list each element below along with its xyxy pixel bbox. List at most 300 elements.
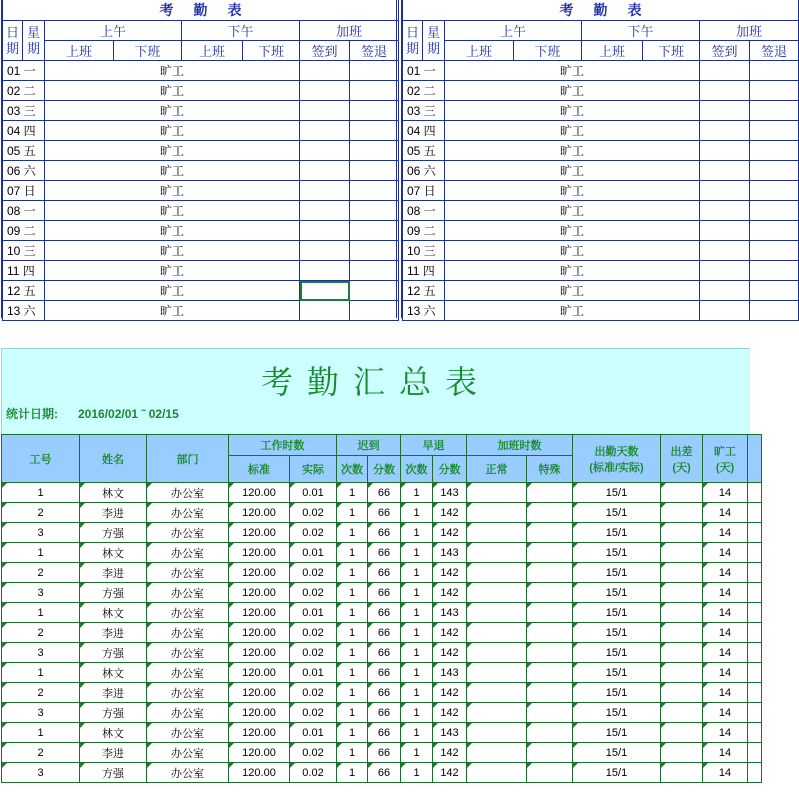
attend-days-cell[interactable]: 15/1 (573, 623, 661, 643)
ot-normal-cell[interactable] (467, 583, 527, 603)
attend-days-cell[interactable]: 15/1 (573, 483, 661, 503)
day-cell[interactable]: 02 二 (3, 81, 45, 101)
absent-cell[interactable]: 14 (703, 743, 748, 763)
late-minutes-cell[interactable]: 66 (368, 543, 401, 563)
emp-no-cell[interactable]: 3 (2, 523, 80, 543)
attend-days-cell[interactable]: 15/1 (573, 583, 661, 603)
status-cell[interactable]: 旷工 (445, 61, 700, 81)
actual-cell[interactable]: 0.01 (290, 603, 337, 623)
sign-in-cell[interactable] (700, 161, 750, 181)
status-cell[interactable]: 旷工 (45, 161, 300, 181)
early-minutes-cell[interactable]: 142 (433, 683, 467, 703)
sign-out-cell[interactable] (350, 221, 399, 241)
sign-in-cell[interactable] (700, 261, 750, 281)
name-cell[interactable]: 林文 (80, 663, 147, 683)
attend-days-cell[interactable]: 15/1 (573, 543, 661, 563)
dept-cell[interactable]: 办公室 (147, 683, 229, 703)
early-minutes-cell[interactable]: 142 (433, 503, 467, 523)
late-count-cell[interactable]: 1 (337, 583, 368, 603)
late-count-cell[interactable]: 1 (337, 703, 368, 723)
standard-cell[interactable]: 120.00 (229, 583, 290, 603)
ot-special-cell[interactable] (527, 663, 573, 683)
sign-out-cell[interactable] (350, 61, 399, 81)
ot-special-cell[interactable] (527, 543, 573, 563)
actual-cell[interactable]: 0.01 (290, 663, 337, 683)
actual-cell[interactable]: 0.01 (290, 723, 337, 743)
absent-cell[interactable]: 14 (703, 543, 748, 563)
absent-cell[interactable]: 14 (703, 483, 748, 503)
sign-in-cell[interactable] (300, 61, 350, 81)
ot-special-cell[interactable] (527, 603, 573, 623)
day-cell[interactable]: 10 三 (403, 241, 445, 261)
trip-cell[interactable] (661, 503, 703, 523)
late-count-cell[interactable]: 1 (337, 763, 368, 783)
early-minutes-cell[interactable]: 143 (433, 723, 467, 743)
early-minutes-cell[interactable]: 142 (433, 643, 467, 663)
day-cell[interactable]: 06 六 (403, 161, 445, 181)
standard-cell[interactable]: 120.00 (229, 723, 290, 743)
status-cell[interactable]: 旷工 (445, 241, 700, 261)
early-count-cell[interactable]: 1 (401, 703, 433, 723)
extra-cell[interactable] (748, 623, 762, 643)
attend-days-cell[interactable]: 15/1 (573, 703, 661, 723)
actual-cell[interactable]: 0.02 (290, 643, 337, 663)
status-cell[interactable]: 旷工 (445, 81, 700, 101)
dept-cell[interactable]: 办公室 (147, 563, 229, 583)
late-minutes-cell[interactable]: 66 (368, 583, 401, 603)
extra-cell[interactable] (748, 763, 762, 783)
name-cell[interactable]: 方强 (80, 583, 147, 603)
late-count-cell[interactable]: 1 (337, 543, 368, 563)
absent-cell[interactable]: 14 (703, 763, 748, 783)
early-minutes-cell[interactable]: 142 (433, 583, 467, 603)
day-cell[interactable]: 03 三 (403, 101, 445, 121)
extra-cell[interactable] (748, 743, 762, 763)
early-count-cell[interactable]: 1 (401, 763, 433, 783)
late-minutes-cell[interactable]: 66 (368, 503, 401, 523)
standard-cell[interactable]: 120.00 (229, 523, 290, 543)
status-cell[interactable]: 旷工 (445, 141, 700, 161)
attend-days-cell[interactable]: 15/1 (573, 763, 661, 783)
early-minutes-cell[interactable]: 143 (433, 663, 467, 683)
ot-special-cell[interactable] (527, 483, 573, 503)
trip-cell[interactable] (661, 703, 703, 723)
early-minutes-cell[interactable]: 143 (433, 543, 467, 563)
emp-no-cell[interactable]: 1 (2, 603, 80, 623)
extra-cell[interactable] (748, 643, 762, 663)
day-cell[interactable]: 07 日 (403, 181, 445, 201)
sign-out-cell[interactable] (750, 261, 799, 281)
day-cell[interactable]: 11 四 (3, 261, 45, 281)
early-count-cell[interactable]: 1 (401, 683, 433, 703)
day-cell[interactable]: 01 一 (3, 61, 45, 81)
dept-cell[interactable]: 办公室 (147, 763, 229, 783)
trip-cell[interactable] (661, 723, 703, 743)
early-minutes-cell[interactable]: 142 (433, 763, 467, 783)
attend-days-cell[interactable]: 15/1 (573, 563, 661, 583)
extra-cell[interactable] (748, 723, 762, 743)
extra-cell[interactable] (748, 543, 762, 563)
early-minutes-cell[interactable]: 142 (433, 743, 467, 763)
name-cell[interactable]: 方强 (80, 523, 147, 543)
early-count-cell[interactable]: 1 (401, 723, 433, 743)
ot-normal-cell[interactable] (467, 623, 527, 643)
late-count-cell[interactable]: 1 (337, 723, 368, 743)
attend-days-cell[interactable]: 15/1 (573, 523, 661, 543)
late-count-cell[interactable]: 1 (337, 683, 368, 703)
sign-out-cell[interactable] (750, 161, 799, 181)
status-cell[interactable]: 旷工 (445, 101, 700, 121)
early-count-cell[interactable]: 1 (401, 663, 433, 683)
late-minutes-cell[interactable]: 66 (368, 743, 401, 763)
dept-cell[interactable]: 办公室 (147, 743, 229, 763)
early-minutes-cell[interactable]: 143 (433, 483, 467, 503)
sign-in-cell[interactable] (300, 101, 350, 121)
day-cell[interactable]: 04 四 (403, 121, 445, 141)
sign-out-cell[interactable] (350, 81, 399, 101)
sign-out-cell[interactable] (750, 181, 799, 201)
dept-cell[interactable]: 办公室 (147, 703, 229, 723)
day-cell[interactable]: 04 四 (3, 121, 45, 141)
ot-special-cell[interactable] (527, 743, 573, 763)
early-minutes-cell[interactable]: 142 (433, 703, 467, 723)
status-cell[interactable]: 旷工 (445, 161, 700, 181)
dept-cell[interactable]: 办公室 (147, 503, 229, 523)
sign-in-cell[interactable] (300, 281, 350, 301)
early-count-cell[interactable]: 1 (401, 743, 433, 763)
trip-cell[interactable] (661, 483, 703, 503)
dept-cell[interactable]: 办公室 (147, 623, 229, 643)
sign-out-cell[interactable] (350, 101, 399, 121)
early-count-cell[interactable]: 1 (401, 543, 433, 563)
ot-special-cell[interactable] (527, 643, 573, 663)
late-count-cell[interactable]: 1 (337, 663, 368, 683)
sign-in-cell[interactable] (300, 201, 350, 221)
attend-days-cell[interactable]: 15/1 (573, 643, 661, 663)
trip-cell[interactable] (661, 603, 703, 623)
name-cell[interactable]: 李进 (80, 503, 147, 523)
late-minutes-cell[interactable]: 66 (368, 563, 401, 583)
extra-cell[interactable] (748, 703, 762, 723)
name-cell[interactable]: 李进 (80, 623, 147, 643)
late-minutes-cell[interactable]: 66 (368, 483, 401, 503)
ot-normal-cell[interactable] (467, 603, 527, 623)
status-cell[interactable]: 旷工 (45, 301, 300, 321)
ot-normal-cell[interactable] (467, 703, 527, 723)
absent-cell[interactable]: 14 (703, 563, 748, 583)
sign-in-cell[interactable] (700, 201, 750, 221)
extra-cell[interactable] (748, 503, 762, 523)
sign-in-cell[interactable] (300, 261, 350, 281)
status-cell[interactable]: 旷工 (45, 201, 300, 221)
emp-no-cell[interactable]: 1 (2, 543, 80, 563)
standard-cell[interactable]: 120.00 (229, 763, 290, 783)
ot-special-cell[interactable] (527, 563, 573, 583)
actual-cell[interactable]: 0.01 (290, 483, 337, 503)
standard-cell[interactable]: 120.00 (229, 503, 290, 523)
sign-in-cell[interactable] (700, 61, 750, 81)
absent-cell[interactable]: 14 (703, 583, 748, 603)
day-cell[interactable]: 07 日 (3, 181, 45, 201)
ot-special-cell[interactable] (527, 763, 573, 783)
standard-cell[interactable]: 120.00 (229, 483, 290, 503)
day-cell[interactable]: 03 三 (3, 101, 45, 121)
emp-no-cell[interactable]: 3 (2, 763, 80, 783)
day-cell[interactable]: 09 二 (403, 221, 445, 241)
day-cell[interactable]: 13 六 (403, 301, 445, 321)
trip-cell[interactable] (661, 643, 703, 663)
extra-cell[interactable] (748, 663, 762, 683)
actual-cell[interactable]: 0.02 (290, 503, 337, 523)
extra-cell[interactable] (748, 583, 762, 603)
attend-days-cell[interactable]: 15/1 (573, 663, 661, 683)
actual-cell[interactable]: 0.02 (290, 743, 337, 763)
sign-in-cell[interactable] (300, 81, 350, 101)
sign-in-cell[interactable] (300, 301, 350, 321)
status-cell[interactable]: 旷工 (45, 141, 300, 161)
ot-normal-cell[interactable] (467, 743, 527, 763)
sign-in-cell[interactable] (700, 101, 750, 121)
late-minutes-cell[interactable]: 66 (368, 663, 401, 683)
absent-cell[interactable]: 14 (703, 663, 748, 683)
sign-out-cell[interactable] (750, 301, 799, 321)
emp-no-cell[interactable]: 3 (2, 583, 80, 603)
sign-out-cell[interactable] (350, 241, 399, 261)
absent-cell[interactable]: 14 (703, 643, 748, 663)
actual-cell[interactable]: 0.02 (290, 523, 337, 543)
absent-cell[interactable]: 14 (703, 503, 748, 523)
early-count-cell[interactable]: 1 (401, 563, 433, 583)
late-count-cell[interactable]: 1 (337, 503, 368, 523)
ot-normal-cell[interactable] (467, 683, 527, 703)
day-cell[interactable]: 11 四 (403, 261, 445, 281)
name-cell[interactable]: 李进 (80, 563, 147, 583)
standard-cell[interactable]: 120.00 (229, 643, 290, 663)
standard-cell[interactable]: 120.00 (229, 543, 290, 563)
sign-out-cell[interactable] (750, 241, 799, 261)
status-cell[interactable]: 旷工 (445, 221, 700, 241)
emp-no-cell[interactable]: 2 (2, 563, 80, 583)
ot-normal-cell[interactable] (467, 483, 527, 503)
absent-cell[interactable]: 14 (703, 683, 748, 703)
absent-cell[interactable]: 14 (703, 703, 748, 723)
dept-cell[interactable]: 办公室 (147, 583, 229, 603)
trip-cell[interactable] (661, 543, 703, 563)
sign-out-cell[interactable] (750, 281, 799, 301)
sign-out-cell[interactable] (750, 141, 799, 161)
status-cell[interactable]: 旷工 (45, 221, 300, 241)
trip-cell[interactable] (661, 763, 703, 783)
status-cell[interactable]: 旷工 (45, 121, 300, 141)
sign-in-cell[interactable] (700, 241, 750, 261)
late-count-cell[interactable]: 1 (337, 523, 368, 543)
attend-days-cell[interactable]: 15/1 (573, 683, 661, 703)
status-cell[interactable]: 旷工 (45, 241, 300, 261)
sign-in-cell[interactable] (700, 221, 750, 241)
ot-normal-cell[interactable] (467, 503, 527, 523)
sign-out-cell[interactable] (350, 161, 399, 181)
day-cell[interactable]: 08 一 (3, 201, 45, 221)
sign-out-cell[interactable] (350, 281, 399, 301)
ot-normal-cell[interactable] (467, 523, 527, 543)
day-cell[interactable]: 08 一 (403, 201, 445, 221)
early-count-cell[interactable]: 1 (401, 643, 433, 663)
name-cell[interactable]: 林文 (80, 543, 147, 563)
day-cell[interactable]: 05 五 (403, 141, 445, 161)
day-cell[interactable]: 10 三 (3, 241, 45, 261)
emp-no-cell[interactable]: 2 (2, 743, 80, 763)
trip-cell[interactable] (661, 563, 703, 583)
sign-in-cell[interactable] (300, 241, 350, 261)
late-minutes-cell[interactable]: 66 (368, 703, 401, 723)
ot-normal-cell[interactable] (467, 543, 527, 563)
attend-days-cell[interactable]: 15/1 (573, 603, 661, 623)
sign-in-cell[interactable] (300, 161, 350, 181)
ot-special-cell[interactable] (527, 583, 573, 603)
day-cell[interactable]: 12 五 (3, 281, 45, 301)
sign-in-cell[interactable] (300, 121, 350, 141)
emp-no-cell[interactable]: 3 (2, 703, 80, 723)
dept-cell[interactable]: 办公室 (147, 523, 229, 543)
sign-in-cell[interactable] (700, 81, 750, 101)
late-minutes-cell[interactable]: 66 (368, 603, 401, 623)
sign-in-cell[interactable] (700, 181, 750, 201)
ot-special-cell[interactable] (527, 503, 573, 523)
attend-days-cell[interactable]: 15/1 (573, 503, 661, 523)
sign-out-cell[interactable] (750, 221, 799, 241)
name-cell[interactable]: 李进 (80, 683, 147, 703)
day-cell[interactable]: 05 五 (3, 141, 45, 161)
sign-in-cell[interactable] (300, 221, 350, 241)
emp-no-cell[interactable]: 3 (2, 643, 80, 663)
standard-cell[interactable]: 120.00 (229, 683, 290, 703)
absent-cell[interactable]: 14 (703, 623, 748, 643)
name-cell[interactable]: 方强 (80, 763, 147, 783)
sign-out-cell[interactable] (350, 121, 399, 141)
actual-cell[interactable]: 0.02 (290, 563, 337, 583)
trip-cell[interactable] (661, 743, 703, 763)
actual-cell[interactable]: 0.01 (290, 543, 337, 563)
late-minutes-cell[interactable]: 66 (368, 723, 401, 743)
early-minutes-cell[interactable]: 142 (433, 523, 467, 543)
name-cell[interactable]: 林文 (80, 483, 147, 503)
absent-cell[interactable]: 14 (703, 603, 748, 623)
day-cell[interactable]: 01 一 (403, 61, 445, 81)
late-count-cell[interactable]: 1 (337, 623, 368, 643)
early-minutes-cell[interactable]: 142 (433, 623, 467, 643)
absent-cell[interactable]: 14 (703, 723, 748, 743)
status-cell[interactable]: 旷工 (445, 201, 700, 221)
sign-in-cell[interactable] (700, 121, 750, 141)
late-count-cell[interactable]: 1 (337, 603, 368, 623)
ot-special-cell[interactable] (527, 623, 573, 643)
late-count-cell[interactable]: 1 (337, 483, 368, 503)
sign-in-cell[interactable] (700, 301, 750, 321)
status-cell[interactable]: 旷工 (45, 101, 300, 121)
actual-cell[interactable]: 0.02 (290, 623, 337, 643)
actual-cell[interactable]: 0.02 (290, 763, 337, 783)
day-cell[interactable]: 09 二 (3, 221, 45, 241)
status-cell[interactable]: 旷工 (445, 281, 700, 301)
attend-days-cell[interactable]: 15/1 (573, 723, 661, 743)
sign-out-cell[interactable] (350, 181, 399, 201)
extra-cell[interactable] (748, 523, 762, 543)
dept-cell[interactable]: 办公室 (147, 723, 229, 743)
sign-out-cell[interactable] (750, 81, 799, 101)
name-cell[interactable]: 李进 (80, 743, 147, 763)
late-minutes-cell[interactable]: 66 (368, 623, 401, 643)
dept-cell[interactable]: 办公室 (147, 663, 229, 683)
ot-special-cell[interactable] (527, 523, 573, 543)
sign-out-cell[interactable] (750, 101, 799, 121)
ot-normal-cell[interactable] (467, 763, 527, 783)
late-minutes-cell[interactable]: 66 (368, 683, 401, 703)
sign-in-cell[interactable] (300, 141, 350, 161)
sign-out-cell[interactable] (350, 261, 399, 281)
dept-cell[interactable]: 办公室 (147, 483, 229, 503)
extra-cell[interactable] (748, 683, 762, 703)
ot-special-cell[interactable] (527, 683, 573, 703)
emp-no-cell[interactable]: 1 (2, 663, 80, 683)
sign-out-cell[interactable] (350, 141, 399, 161)
name-cell[interactable]: 林文 (80, 603, 147, 623)
early-count-cell[interactable]: 1 (401, 503, 433, 523)
status-cell[interactable]: 旷工 (445, 301, 700, 321)
trip-cell[interactable] (661, 663, 703, 683)
day-cell[interactable]: 06 六 (3, 161, 45, 181)
early-minutes-cell[interactable]: 142 (433, 563, 467, 583)
early-count-cell[interactable]: 1 (401, 483, 433, 503)
early-count-cell[interactable]: 1 (401, 583, 433, 603)
ot-normal-cell[interactable] (467, 723, 527, 743)
late-minutes-cell[interactable]: 66 (368, 763, 401, 783)
status-cell[interactable]: 旷工 (45, 61, 300, 81)
actual-cell[interactable]: 0.02 (290, 703, 337, 723)
trip-cell[interactable] (661, 623, 703, 643)
early-count-cell[interactable]: 1 (401, 603, 433, 623)
ot-special-cell[interactable] (527, 703, 573, 723)
dept-cell[interactable]: 办公室 (147, 543, 229, 563)
ot-normal-cell[interactable] (467, 663, 527, 683)
sign-in-cell[interactable] (700, 281, 750, 301)
extra-cell[interactable] (748, 483, 762, 503)
status-cell[interactable]: 旷工 (45, 181, 300, 201)
day-cell[interactable]: 02 二 (403, 81, 445, 101)
sign-out-cell[interactable] (350, 301, 399, 321)
trip-cell[interactable] (661, 523, 703, 543)
name-cell[interactable]: 方强 (80, 703, 147, 723)
actual-cell[interactable]: 0.02 (290, 683, 337, 703)
status-cell[interactable]: 旷工 (45, 281, 300, 301)
name-cell[interactable]: 方强 (80, 643, 147, 663)
extra-cell[interactable] (748, 563, 762, 583)
standard-cell[interactable]: 120.00 (229, 563, 290, 583)
sign-out-cell[interactable] (350, 201, 399, 221)
late-count-cell[interactable]: 1 (337, 563, 368, 583)
status-cell[interactable]: 旷工 (45, 261, 300, 281)
standard-cell[interactable]: 120.00 (229, 603, 290, 623)
absent-cell[interactable]: 14 (703, 523, 748, 543)
emp-no-cell[interactable]: 2 (2, 683, 80, 703)
standard-cell[interactable]: 120.00 (229, 743, 290, 763)
early-count-cell[interactable]: 1 (401, 523, 433, 543)
actual-cell[interactable]: 0.02 (290, 583, 337, 603)
status-cell[interactable]: 旷工 (45, 81, 300, 101)
sign-out-cell[interactable] (750, 201, 799, 221)
late-minutes-cell[interactable]: 66 (368, 643, 401, 663)
sign-out-cell[interactable] (750, 121, 799, 141)
status-cell[interactable]: 旷工 (445, 121, 700, 141)
